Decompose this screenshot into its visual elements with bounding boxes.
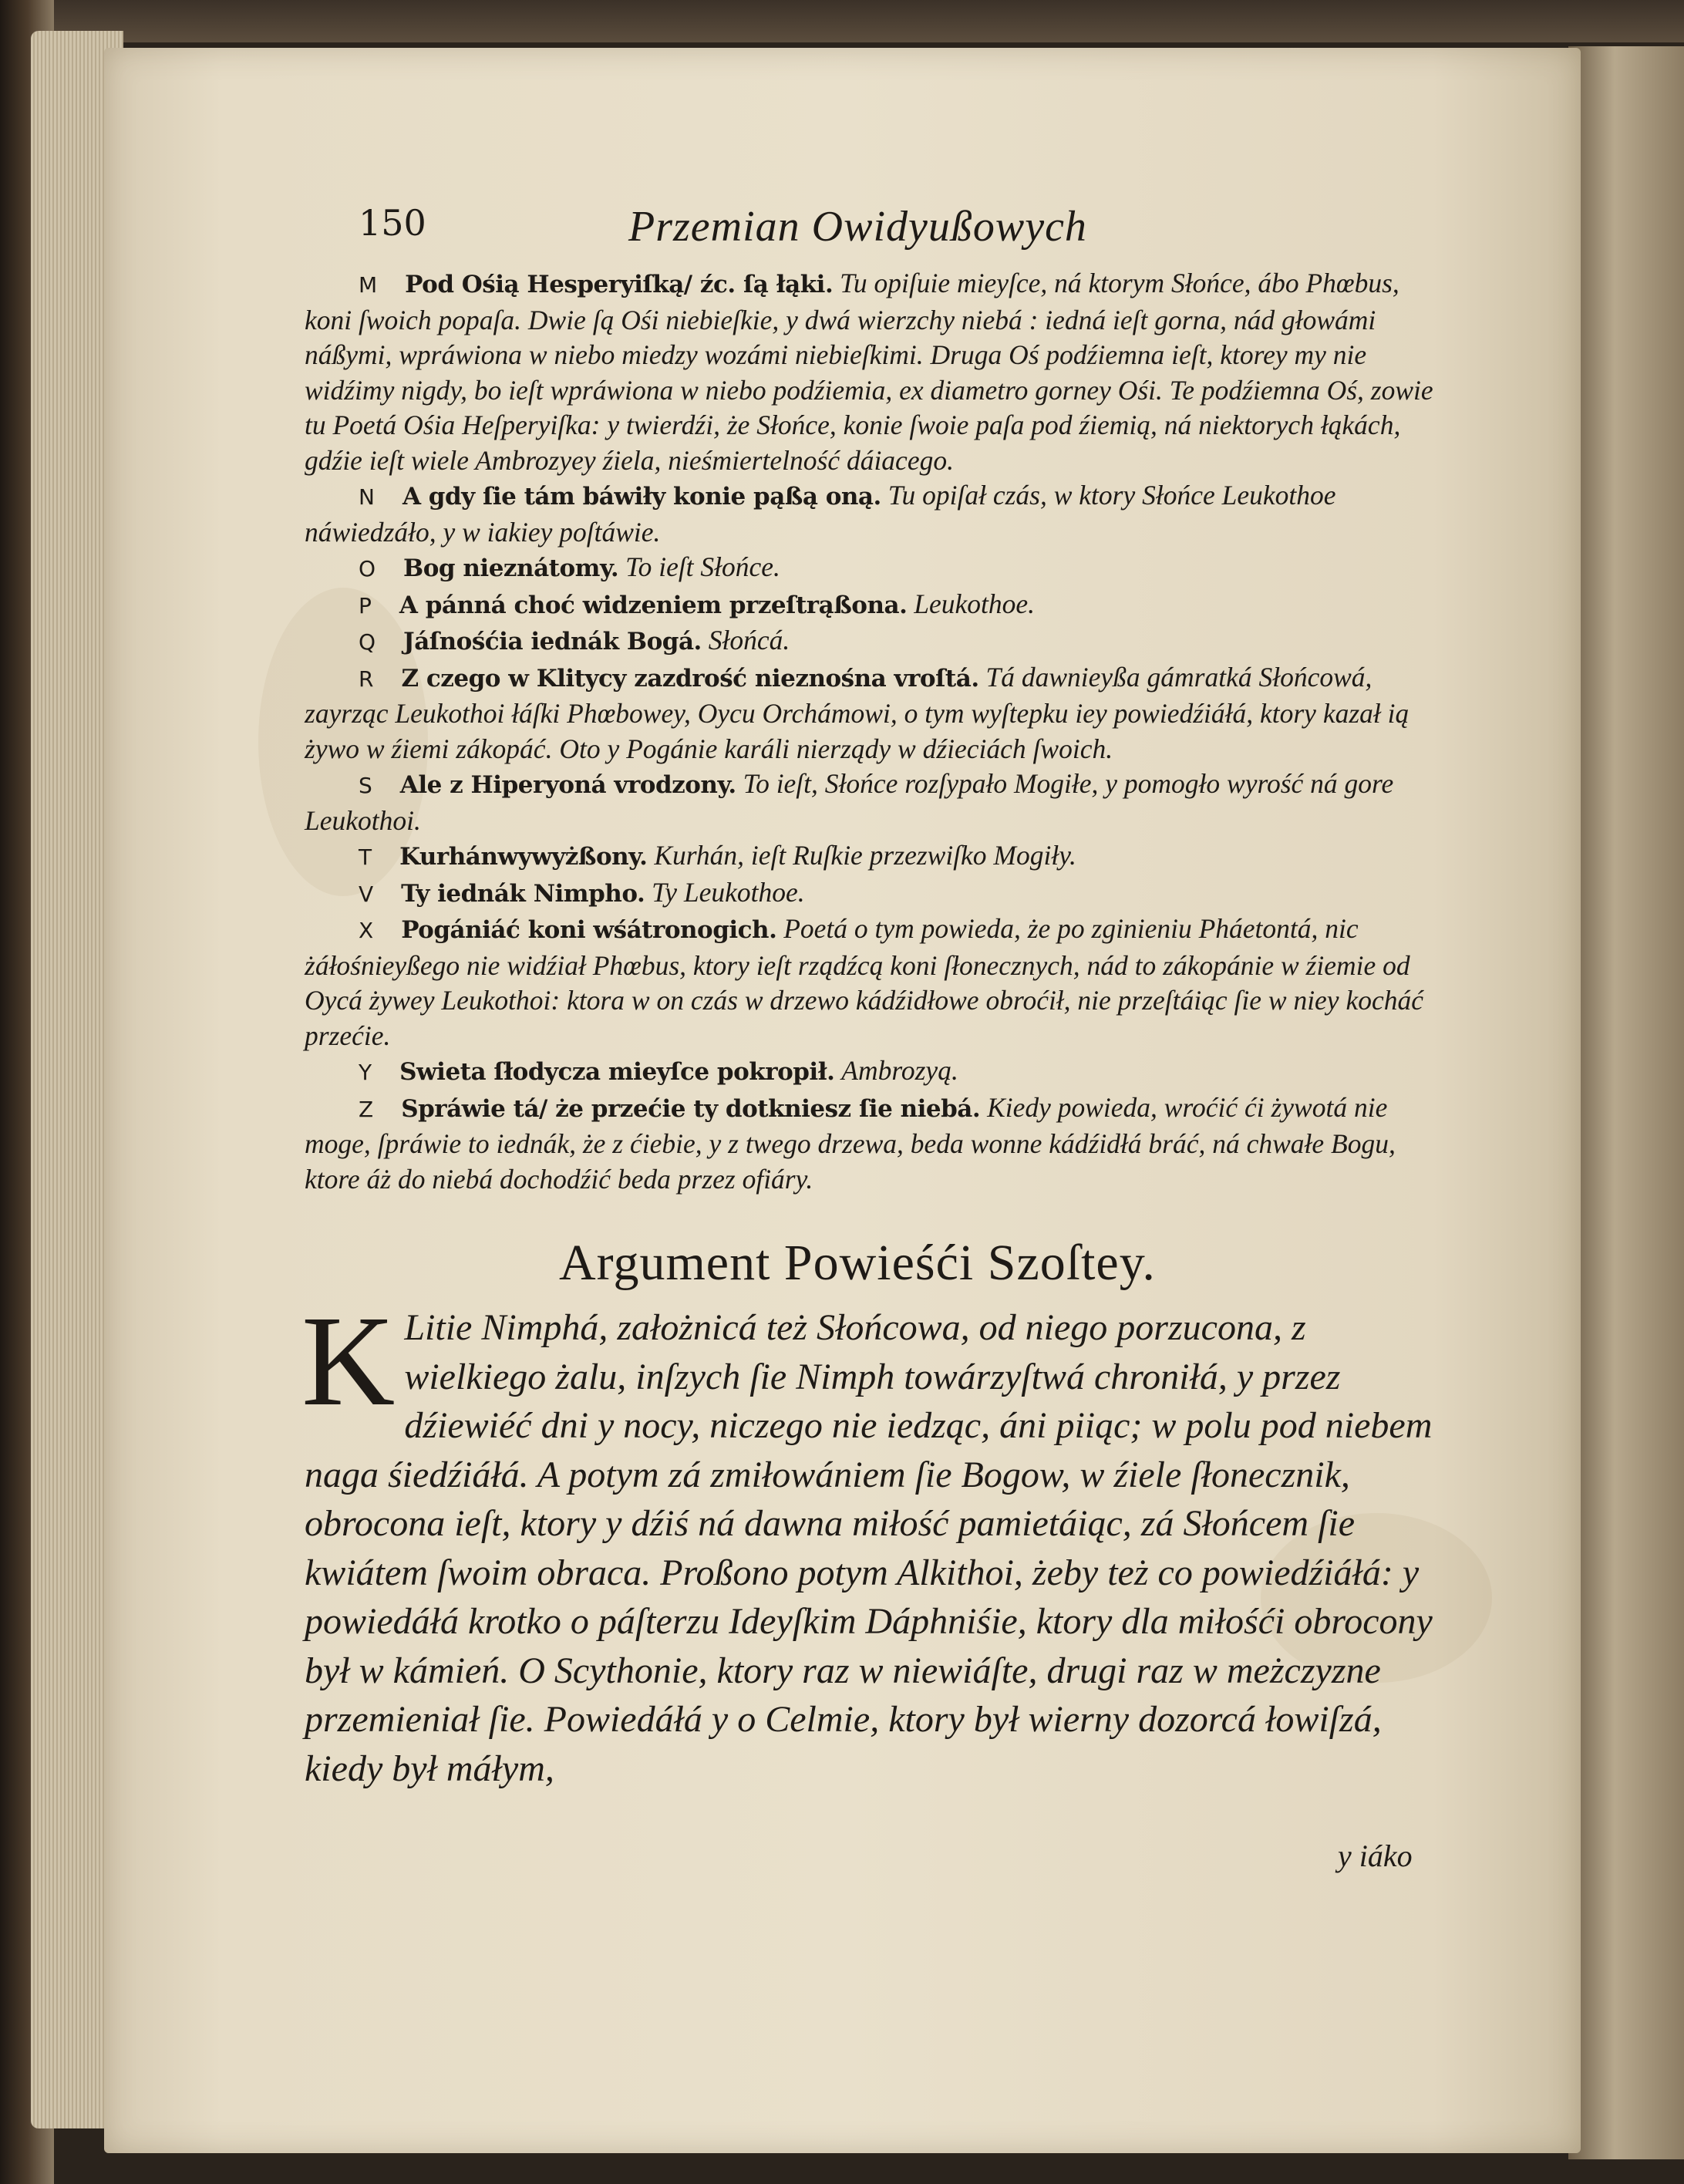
- argument-text: [301, 1289, 1446, 1793]
- note-entry: [305, 587, 1446, 624]
- note-lemma: Bog nieznátomy.: [403, 554, 619, 582]
- note-lemma: Ty iednák Nimpho.: [401, 879, 645, 908]
- page-number: 150: [359, 202, 426, 244]
- note-entry: [305, 838, 1446, 875]
- note-lemma: Kurhánwywyżßony.: [399, 843, 648, 871]
- note-lemma: Swieta ſłodycza mieyſce pokropił.: [399, 1058, 835, 1086]
- facing-page-edge: [1568, 46, 1684, 2159]
- note-letter: X: [359, 918, 374, 943]
- note-commentary: Kurhán, ieſt Ruſkie przezwiſko Mogiły.: [654, 840, 1076, 871]
- note-commentary: Kiedy powieda, wroćić ći żywotá nie moge, ſpráwie to iednák, że z ćiebie, y z twego drzewa, beda wonne kádźidłá bráć, ná chwałe Bogu, ktore áż do niebá dochodźić beda przez ofiáry.: [305, 1091, 1396, 1195]
- note-commentary: Ty Leukothoe.: [652, 876, 805, 908]
- note-commentary: Poetá o tym powieda, że po zginieniu Pháetontá, nic żáłośnieyßego nie widźiał Phœbus, ktory ieſt rządźcą koni ſłonecznych, nád to zákopánie w źiemie od Oycá żywey Leukothoi: ktora w on czás w drzewo kádźidłowe obroćił, nie przeſtáiąc ſie w niey kocháć przećie.: [305, 913, 1423, 1051]
- note-letter: R: [359, 666, 374, 692]
- note-commentary: Ambrozyą.: [841, 1055, 958, 1086]
- note-letter: N: [359, 484, 375, 510]
- note-lemma: Jáſnośćia iednák Bogá.: [403, 628, 702, 656]
- note-letter: P: [359, 592, 372, 618]
- note-letter: Q: [359, 629, 376, 655]
- note-commentary: Słońcá.: [708, 625, 790, 656]
- running-title: Przemian Owidyußowych: [628, 203, 1087, 251]
- note-commentary: Tá dawnieyßa gámratká Słońcowá, zayrząc Leukothoi łáſki Phœbowey, Oycu Orchámowi, o tym wyſtepku iey powiedźiáłá, ktory kazał ią żywo w źiemi zákopáć. Oto y Pogánie karáli nierządy w dźieciách ſwoich.: [305, 661, 1410, 764]
- note-commentary: Tu opiſuie mieyſce, ná ktorym Słońce, ábo Phœbus, koni ſwoich popaſa. Dwie ſą Ośi niebieſkie, y dwá wierzchy niebá : iedná ieſt gorna, nád głowámi náßymi, wpráwiona w niebo miedzy wozámi niebieſkimi. Druga Oś podźiemna ieſt, ktorey my nie widźimy nigdy, bo ieſt wpráwiona w niebo podźiemia, ex diametro gorney Ośi. Te podźiemna Oś, zowie tu Poetá Ośia Heſperyiſka: y twierdźi, że Słońce, konie ſwoie paſa pod źiemią, ná niektorych łąkách, gdźie ieſt wiele Ambrozyey źiela, nieśmiertelność dáiacego.: [305, 268, 1433, 476]
- note-lemma: Z czego w Klitycy zazdrość nieznośna vroſtá.: [401, 664, 979, 693]
- catchword: y iáko: [1338, 1839, 1413, 1873]
- note-letter: V: [359, 881, 374, 907]
- note-commentary: Leukothoe.: [914, 588, 1036, 619]
- note-entry: [305, 1053, 1446, 1090]
- note-entry: [305, 767, 1446, 838]
- drop-cap: K: [301, 1289, 396, 1433]
- note-entry: [305, 266, 1446, 478]
- note-entry: [305, 660, 1446, 767]
- note-entry: [305, 912, 1446, 1053]
- note-lemma: Pogániáć koni wśátronogich.: [401, 916, 777, 944]
- note-commentary: Tu opiſał czás, w ktory Słońce Leukothoe náwiedzáło, y w iakiey poſtáwie.: [305, 480, 1336, 548]
- argument-body: Litie Nimphá, założnicá też Słońcowa, od niego porzucona, z wielkiego żalu, inſzych ſie Nimph towárzyſtwá chroniłá, y przez dźiewiéć dni y nocy, niczego nie iedząc, áni piiąc; w polu pod niebem naga śiedźiáłá. A potym zá zmiłowániem ſie Bogow, w źiele ſłonecznik, obrocona ieſt, ktory y dźiś ná dawna miłość pamietáiąc, zá Słońcem ſie kwiátem ſwoim obraca. Proßono potym Alkithoi, żeby też co powiedźiáłá: y powiedáłá krotko o páſterzu Ideyſkim Dáphniśie, ktory dla miłośći obrocony był w kámień. O Scythonie, ktory raz w niewiáſte, drugi raz w meżczyzne przemieniał ſie. Powiedáłá y o Celmie, ktory był wierny dozorcá łowiſzá, kiedy był máłym,: [305, 1307, 1433, 1789]
- note-entry: [305, 875, 1446, 912]
- note-lemma: A gdy ſie tám báwiły konie pąßą oną.: [402, 483, 881, 511]
- note-entry: [305, 478, 1446, 550]
- note-entry: [305, 1090, 1446, 1198]
- note-commentary: To ieſt, Słońce rozſypało Mogiłe, y pomogło wyrość ná gore Leukothoi.: [305, 768, 1394, 836]
- note-lemma: Pod Ośią Hesperyiſką/ źc. ſą łąki.: [405, 271, 834, 298]
- note-lemma: Spráwie tá/ że przećie ty dotkniesz ſie niebá.: [401, 1094, 981, 1123]
- note-commentary: To ieſt Słońce.: [625, 551, 780, 582]
- note-letter: S: [359, 773, 372, 798]
- note-lemma: A pánná choć widzeniem przeſtrąßona.: [399, 591, 908, 619]
- note-letter: T: [359, 844, 372, 870]
- note-letter: O: [359, 556, 376, 581]
- note-letter: Y: [359, 1060, 372, 1085]
- note-entry: [305, 623, 1446, 660]
- note-entry: [305, 550, 1446, 587]
- running-head: [359, 202, 1438, 256]
- note-letter: M: [359, 272, 378, 298]
- note-letter: Z: [359, 1096, 374, 1122]
- book-top-edge: [0, 0, 1684, 42]
- note-lemma: Ale z Hiperyoná vrodzony.: [399, 771, 736, 799]
- commentary-notes: [305, 266, 1446, 1197]
- section-heading: Argument Powieśći Szoſtey.: [559, 1235, 1156, 1291]
